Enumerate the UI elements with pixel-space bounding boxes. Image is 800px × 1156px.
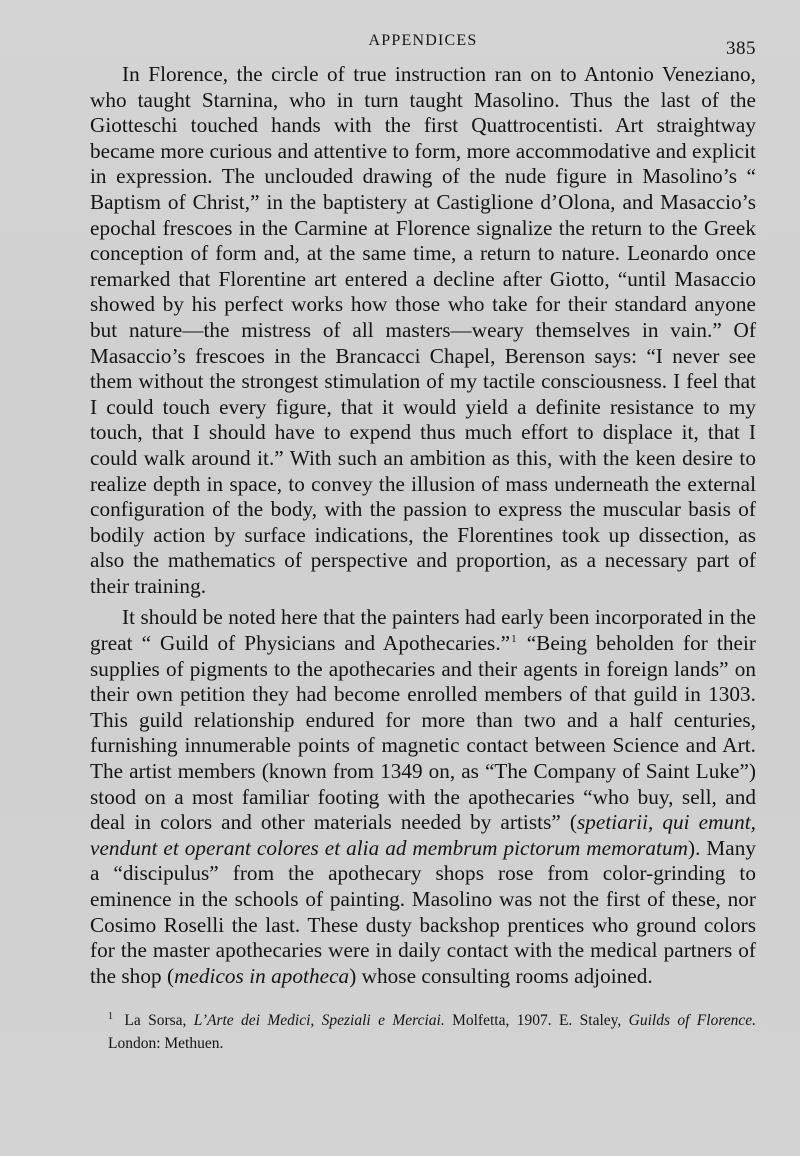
footnote-number: 1: [108, 1011, 113, 1023]
paragraph-2-part-1: It should be noted here that the painters had early been incorporated in the great “ Guild of Physicians and Apothecaries.”: [90, 605, 756, 656]
page-header: [90, 26, 756, 62]
paragraph-2-part-2: “Being beholden for their supplies of pigments to the apothecaries and their agents in foreign lands” on their own petition they had become enrolled members of that guild in 1303. This guild relationship endured for more than two and a half centuries, furnishing innumerable points of magnetic contact between Science and Art. The artist members (known from 1349 on, as “The Company of Saint Luke”) stood on a most familiar footing with the apothecaries “who buy, sell, and deal in colors and other materials needed by artists” (: [90, 631, 756, 835]
footnote-reference[interactable]: 1: [511, 633, 517, 645]
page-number: 385: [726, 38, 756, 59]
latin-phrase: medicos in apotheca: [174, 963, 350, 988]
footnote-publication-1: Molfetta, 1907. E. Staley,: [452, 1012, 622, 1030]
footnote-publication-2: London: Methuen.: [108, 1035, 224, 1053]
footnote-title-1: L’Arte dei Medici, Speziali e Merciai.: [193, 1012, 445, 1030]
body-text: [90, 62, 756, 989]
paragraph-1: In Florence, the circle of true instruction ran on to Antonio Veneziano, who taught Starnina, who in turn taught Masolino. Thus the last of the Giotteschi touched hands with the first Quattrocentisti. Art straightway became more curious and attentive to form, more accommodative and explicit in expression. The unclouded drawing of the nude figure in Masolino’s “ Baptism of Christ,” in the baptistery at Castiglione d’Olona, and Masaccio’s epochal frescoes in the Carmine at Florence signalize the return to the Greek conception of form and, at the same time, a return to nature. Leonardo once remarked that Florentine art entered a decline after Giotto, “until Masaccio showed by his perfect works how those who take for their standard anyone but nature—the mistress of all masters—weary themselves in vain.” Of Masaccio’s frescoes in the Brancacci Chapel, Berenson says: “I never see them without the strongest stimulation of my tactile consciousness. I feel that I could touch every figure, that it would yield a definite resistance to my touch, that I should have to expend thus much effort to displace it, that I could walk around it.” With such an ambition as this, with the keen desire to realize depth in space, to convey the illusion of mass underneath the external configuration of the body, with the passion to express the muscular basis of bodily action by surface indications, the Florentines took up dissection, as also the mathematics of perspective and proportion, as a necessary part of their training.: [90, 62, 756, 598]
footnote-title-2: Guilds of Florence.: [628, 1012, 757, 1030]
footnote-author: La Sorsa,: [124, 1012, 187, 1030]
footnote: [90, 1009, 756, 1055]
paragraph-2-part-4: ) whose consulting rooms adjoined.: [349, 963, 653, 988]
paragraph-2-part-3: ). Many a “discipulus” from the apothecary shops rose from color-grinding to eminence in the schools of painting. Masolino was not the first of these, nor Cosimo Roselli the last. These dusty backshop prentices who ground colors for the master apothecaries were in daily contact with the medical partners of the shop (: [90, 835, 756, 988]
latin-quote: spetiarii, qui emunt, vendunt et operant colores et alia ad membrum pictorum memoratum: [90, 810, 756, 860]
running-head: APPENDICES: [368, 32, 478, 49]
paragraph-2: [90, 605, 756, 989]
